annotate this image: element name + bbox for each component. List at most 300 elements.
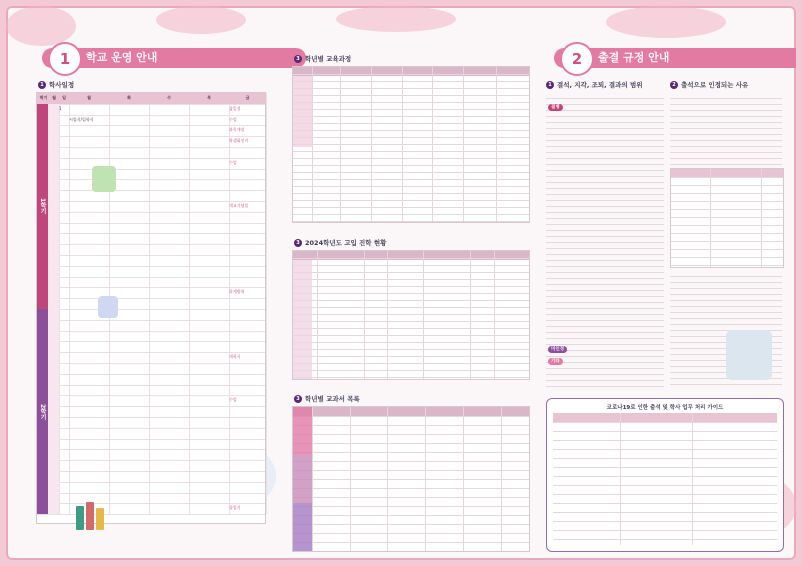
tag-other: 기타: [548, 358, 563, 365]
calendar-cell: [228, 277, 267, 288]
calendar-cell: [188, 439, 230, 450]
table-rule: [671, 257, 783, 258]
calendar-cell: [68, 363, 110, 374]
table-rule: [670, 110, 782, 111]
calendar-cell: [108, 417, 150, 428]
table-rule: [546, 122, 664, 123]
table-col-rule: [620, 413, 621, 545]
table-rule: [293, 179, 529, 180]
calendar-cell: [148, 482, 190, 493]
calendar-cell: [228, 374, 267, 385]
table-rule: [670, 140, 782, 141]
calendar-header-cell: 목: [188, 93, 230, 104]
table-rule: [546, 152, 664, 153]
admission-table: [292, 250, 530, 380]
table-rule: [546, 314, 664, 315]
calendar-cell: [188, 428, 230, 439]
curriculum-subheading: 3 학년별 교육과정: [294, 54, 351, 63]
attendance-subheading: 1 결석, 지각, 조퇴, 결과의 범위: [546, 80, 643, 89]
calendar-cell: [108, 255, 150, 266]
table-rule: [670, 276, 782, 277]
calendar-cell: 수업: [228, 158, 267, 169]
calendar-cell: [148, 266, 190, 277]
calendar-cell: [68, 331, 110, 342]
calendar-cell: 수업: [228, 115, 267, 126]
calendar-cell: [148, 309, 190, 320]
table-rule: [293, 542, 529, 543]
table-col-rule: [463, 407, 464, 551]
books-illustration: [76, 506, 84, 530]
calendar-cell: [148, 125, 190, 136]
calendar-cell: [108, 352, 150, 363]
calendar-cell: [148, 428, 190, 439]
table-rule: [546, 164, 664, 165]
table-header-band: [293, 407, 529, 416]
calendar-cell: [108, 493, 150, 504]
table-rule: [546, 248, 664, 249]
table-rule: [293, 130, 529, 131]
table-rule: [546, 332, 664, 333]
table-rule: [546, 320, 664, 321]
calendar-cell: [68, 255, 110, 266]
calendar-cell: [188, 363, 230, 374]
calendar-cell: [108, 460, 150, 471]
calendar-cell: [108, 223, 150, 234]
table-rule: [546, 224, 664, 225]
blossom-decoration: [6, 6, 76, 46]
calendar-cell: [108, 428, 150, 439]
calendar-cell: [228, 406, 267, 417]
calendar-cell: [148, 341, 190, 352]
table-rule: [293, 515, 529, 516]
calendar-cell: [188, 406, 230, 417]
calendar-cell: [228, 460, 267, 471]
table-rule: [670, 324, 782, 325]
table-col-rule: [387, 251, 388, 379]
covid-guide-title: 코로나19로 인한 출석 및 학사 업무 처리 가이드: [606, 405, 724, 411]
book-illustration: [98, 296, 118, 318]
table-rule: [293, 193, 529, 194]
calendar-cell: [148, 233, 190, 244]
calendar-cell: [188, 158, 230, 169]
table-rule: [670, 300, 782, 301]
student-illustration: [726, 330, 772, 380]
table-rule: [553, 503, 777, 504]
table-rule: [293, 479, 529, 480]
textbooks-table: [292, 406, 530, 552]
calendar-cell: [68, 471, 110, 482]
calendar-cell: [188, 352, 230, 363]
calendar-cell: [188, 320, 230, 331]
calendar-cell: [148, 320, 190, 331]
table-rule: [671, 201, 783, 202]
calendar-cell: [148, 493, 190, 504]
calendar-cell: [148, 190, 190, 201]
table-rule: [670, 164, 782, 165]
calendar-cell: 1: [58, 104, 70, 115]
calendar-cell: [228, 233, 267, 244]
calendar-cell: 하계방학: [228, 287, 267, 298]
section-title: 출결 규정 안내: [598, 51, 670, 64]
table-rule: [293, 207, 529, 208]
calendar-cell: [188, 104, 230, 115]
table-rule: [293, 137, 529, 138]
table-rule: [546, 116, 664, 117]
calendar-cell: [108, 233, 150, 244]
admission-subheading: 3 2024학년도 고입 진학 현황: [294, 238, 386, 247]
calendar-cell: [108, 471, 150, 482]
table-rule: [546, 176, 664, 177]
calendar-cell: [68, 352, 110, 363]
table-rule: [546, 104, 664, 105]
calendar-cell: [68, 439, 110, 450]
table-rule: [671, 193, 783, 194]
calendar-cell: 시업식/입학식: [68, 115, 110, 126]
calendar-cell: [108, 190, 150, 201]
table-rule: [670, 312, 782, 313]
table-rule: [546, 194, 664, 195]
table-rule: [546, 242, 664, 243]
calendar-cell: [188, 331, 230, 342]
table-rule: [293, 158, 529, 159]
table-rule: [293, 144, 529, 145]
calendar-cell: [188, 449, 230, 460]
calendar-cell: [148, 115, 190, 126]
calendar-cell: [68, 104, 110, 115]
calendar-cell: [228, 298, 267, 309]
table-rule: [293, 214, 529, 215]
table-rule: [546, 338, 664, 339]
table-col-rule: [350, 407, 351, 551]
calendar-row: [37, 503, 265, 515]
table-rule: [546, 302, 664, 303]
table-rule: [670, 282, 782, 283]
calendar-cell: [188, 266, 230, 277]
table-rule: [546, 206, 664, 207]
table-rule: [670, 146, 782, 147]
table-rule: [553, 521, 777, 522]
grade-band: [293, 503, 312, 551]
calendar-cell: [228, 255, 267, 266]
calendar-cell: [228, 482, 267, 493]
calendar-cell: [148, 169, 190, 180]
table-rule: [293, 123, 529, 124]
table-rule: [546, 254, 664, 255]
calendar-cell: [228, 212, 267, 223]
table-rule: [546, 188, 664, 189]
table-rule: [293, 533, 529, 534]
calendar-cell: [148, 179, 190, 190]
calendar-cell: [228, 385, 267, 396]
calendar-header-cell: 화: [108, 93, 150, 104]
calendar-cell: [188, 309, 230, 320]
table-rule: [546, 284, 664, 285]
calendar-cell: [108, 449, 150, 460]
recognized-reasons-table: [670, 168, 784, 268]
table-col-rule: [364, 251, 365, 379]
table-rule: [546, 98, 664, 99]
table-col-rule: [423, 251, 424, 379]
calendar-cell: [188, 374, 230, 385]
calendar-cell: [108, 331, 150, 342]
calendar-cell: [228, 439, 267, 450]
table-rule: [293, 102, 529, 103]
calendar-cell: [148, 147, 190, 158]
table-rule: [670, 128, 782, 129]
calendar-cell: [68, 223, 110, 234]
calendar-cell: [148, 255, 190, 266]
table-rule: [546, 278, 664, 279]
table-col-rule: [312, 67, 313, 222]
table-col-rule: [340, 67, 341, 222]
curriculum-table: [292, 66, 530, 223]
calendar-cell: [148, 471, 190, 482]
table-rule: [546, 200, 664, 201]
table-col-rule: [312, 407, 313, 551]
calendar-cell: [68, 136, 110, 147]
table-rule: [546, 386, 664, 387]
calendar-cell: [68, 341, 110, 352]
table-rule: [293, 151, 529, 152]
calendar-cell: [68, 147, 110, 158]
table-rule: [293, 172, 529, 173]
calendar-cell: [148, 460, 190, 471]
calendar-cell: [108, 212, 150, 223]
section-header-school-operation: [42, 48, 306, 68]
calendar-cell: [188, 223, 230, 234]
calendar-cell: [228, 169, 267, 180]
table-rule: [670, 294, 782, 295]
calendar-cell: [148, 439, 190, 450]
table-rule: [293, 443, 529, 444]
textbooks-subheading: 3 학년별 교과서 목록: [294, 394, 360, 403]
table-rule: [546, 362, 664, 363]
table-rule: [293, 461, 529, 462]
tag-unrecognized: 미인정: [548, 346, 567, 353]
calendar-cell: [188, 190, 230, 201]
calendar-cell: [188, 179, 230, 190]
calendar-cell: [188, 125, 230, 136]
calendar-cell: [188, 255, 230, 266]
table-rule: [293, 109, 529, 110]
calendar-cell: [148, 298, 190, 309]
calendar-cell: [148, 385, 190, 396]
table-col-rule: [402, 67, 403, 222]
calendar-cell: [108, 104, 150, 115]
table-rule: [293, 425, 529, 426]
calendar-cell: [188, 115, 230, 126]
calendar-cell: [188, 395, 230, 406]
calendar-cell: 삼일절: [228, 104, 267, 115]
calendar-cell: [148, 449, 190, 460]
table-rule: [671, 209, 783, 210]
calendar-cell: [148, 352, 190, 363]
table-rule: [293, 470, 529, 471]
table-rule: [546, 326, 664, 327]
academic-calendar-table: [36, 92, 266, 524]
table-col-rule: [496, 67, 497, 222]
calendar-cell: [148, 395, 190, 406]
table-rule: [546, 218, 664, 219]
table-col-rule: [470, 251, 471, 379]
table-rule: [546, 230, 664, 231]
calendar-cell: [188, 244, 230, 255]
table-rule: [671, 233, 783, 234]
calendar-cell: [228, 417, 267, 428]
calendar-cell: [68, 428, 110, 439]
calendar-cell: [188, 212, 230, 223]
table-rule: [670, 116, 782, 117]
table-rule: [670, 134, 782, 135]
table-rule: [546, 236, 664, 237]
blossom-decoration: [156, 6, 246, 34]
calendar-cell: [148, 223, 190, 234]
calendar-cell: [188, 503, 230, 514]
calendar-cell: [188, 277, 230, 288]
calendar-cell: 학생회선거: [228, 136, 267, 147]
calendar-cell: [188, 417, 230, 428]
table-rule: [553, 512, 777, 513]
recognized-subheading: 2 출석으로 인정되는 사유: [670, 80, 748, 89]
table-col-rule: [463, 67, 464, 222]
term-label: 1학기: [37, 104, 48, 309]
table-rule: [671, 249, 783, 250]
table-col-rule: [692, 413, 693, 545]
table-rule: [293, 497, 529, 498]
calendar-cell: [108, 363, 150, 374]
section-number: 1: [48, 42, 82, 76]
table-col-rule: [387, 407, 388, 551]
calendar-cell: [188, 341, 230, 352]
table-rule: [546, 380, 664, 381]
books-illustration: [86, 502, 94, 530]
table-rule: [553, 539, 777, 540]
calendar-cell: [148, 158, 190, 169]
grade-band: [293, 76, 312, 147]
table-rule: [293, 81, 529, 82]
calendar-cell: [228, 266, 267, 277]
calendar-cell: [68, 233, 110, 244]
calendar-header-cell: 월: [68, 93, 110, 104]
calendar-cell: [148, 363, 190, 374]
calendar-cell: [228, 320, 267, 331]
plant-illustration: [92, 166, 116, 192]
calendar-cell: 과목개설: [228, 125, 267, 136]
calendar-cell: [68, 482, 110, 493]
calendar-cell: [148, 374, 190, 385]
table-rule: [293, 221, 529, 222]
calendar-cell: [148, 417, 190, 428]
calendar-cell: [108, 266, 150, 277]
table-col-rule: [317, 251, 318, 379]
table-rule: [671, 185, 783, 186]
table-rule: [546, 146, 664, 147]
calendar-cell: [148, 212, 190, 223]
table-rule: [671, 241, 783, 242]
table-col-rule: [710, 169, 711, 267]
table-rule: [293, 416, 529, 417]
table-rule: [553, 458, 777, 459]
table-rule: [293, 452, 529, 453]
table-rule: [671, 217, 783, 218]
calendar-cell: [228, 331, 267, 342]
table-rule: [546, 182, 664, 183]
blossom-decoration: [336, 6, 456, 32]
calendar-cell: [188, 169, 230, 180]
table-rule: [293, 88, 529, 89]
table-rule: [553, 431, 777, 432]
table-rule: [553, 530, 777, 531]
calendar-cell: 개학식: [228, 352, 267, 363]
table-rule: [670, 104, 782, 105]
table-rule: [546, 374, 664, 375]
table-rule: [546, 170, 664, 171]
table-rule: [546, 158, 664, 159]
calendar-cell: [108, 244, 150, 255]
calendar-cell: [68, 406, 110, 417]
calendar-cell: [68, 460, 110, 471]
calendar-cell: [108, 277, 150, 288]
table-header-band: [553, 413, 777, 422]
section-title: 학교 운영 안내: [86, 51, 158, 64]
calendar-cell: [188, 147, 230, 158]
table-rule: [670, 306, 782, 307]
table-rule: [546, 110, 664, 111]
table-rule: [670, 98, 782, 99]
covid-guide-box: [546, 398, 784, 552]
table-rule: [546, 344, 664, 345]
calendar-cell: [228, 190, 267, 201]
calendar-cell: [228, 341, 267, 352]
table-rule: [670, 384, 782, 385]
table-rule: [293, 74, 529, 75]
calendar-cell: [68, 374, 110, 385]
table-rule: [546, 272, 664, 273]
table-rule: [546, 260, 664, 261]
calendar-cell: [228, 179, 267, 190]
table-rule: [670, 152, 782, 153]
table-col-rule: [761, 169, 762, 267]
recognized-text-block: [670, 92, 782, 166]
calendar-cell: [148, 503, 190, 514]
table-rule: [293, 116, 529, 117]
tag-illness: 질병: [548, 104, 563, 111]
calendar-subheading: 1 학사일정: [38, 80, 74, 89]
calendar-cell: [68, 385, 110, 396]
table-rule: [546, 290, 664, 291]
calendar-cell: [188, 471, 230, 482]
calendar-cell: [188, 233, 230, 244]
calendar-cell: [108, 341, 150, 352]
table-col-rule: [432, 67, 433, 222]
table-rule: [546, 212, 664, 213]
table-rule: [546, 296, 664, 297]
blossom-decoration: [606, 6, 726, 38]
grade-band: [293, 455, 312, 503]
calendar-cell: [108, 503, 150, 514]
table-rule: [546, 266, 664, 267]
calendar-cell: [68, 212, 110, 223]
calendar-cell: [68, 244, 110, 255]
calendar-header-cell: 금: [228, 93, 267, 104]
calendar-cell: [148, 244, 190, 255]
grade-band: [293, 407, 312, 455]
calendar-cell: [68, 449, 110, 460]
calendar-cell: 개교기념일: [228, 201, 267, 212]
calendar-cell: [228, 244, 267, 255]
calendar-header-cell: 일: [58, 93, 70, 104]
calendar-cell: [108, 320, 150, 331]
